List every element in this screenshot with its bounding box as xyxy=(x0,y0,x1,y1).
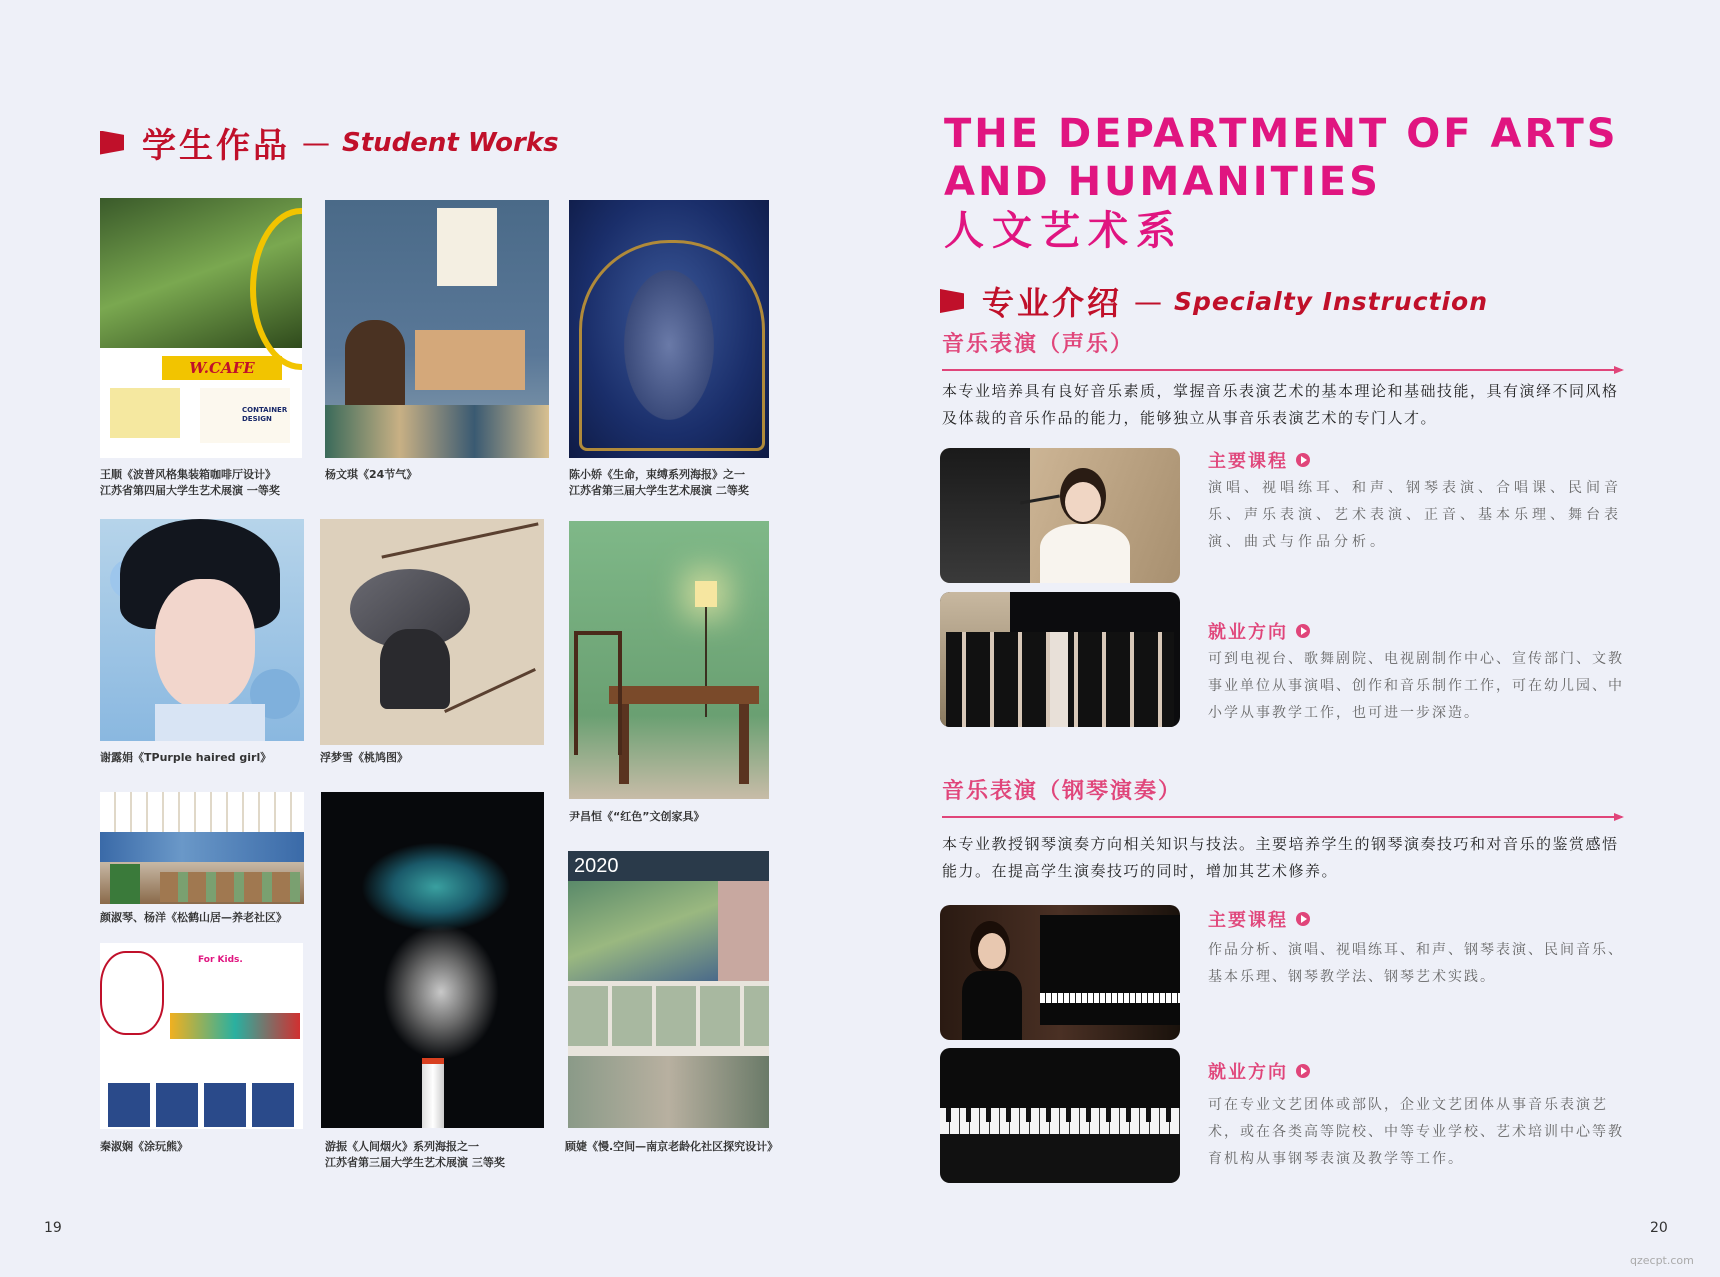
play-circle-icon xyxy=(1296,624,1310,638)
work-image-smoke-poster xyxy=(321,792,544,1128)
dept-title-zh: 人文艺术系 xyxy=(944,208,1184,254)
photo-piano-player xyxy=(940,905,1180,1040)
title-dash: — xyxy=(302,126,330,159)
work-caption: 谢露娟《TPurple haired girl》 xyxy=(100,751,272,764)
courses-label xyxy=(1208,447,1310,473)
dept-title-en-line2: AND HUMANITIES xyxy=(944,159,1381,205)
courses-text: 演唱、视唱练耳、和声、钢琴表演、合唱课、民间音乐、声乐表演、艺术表演、正音、基本乐理、舞台表演、曲式与作品分析。 xyxy=(1208,480,1622,550)
work-caption: 顾婕《慢.空间—南京老龄化社区探究设计》 xyxy=(565,1140,779,1153)
work-caption: 游振《人间烟火》系列海报之一 江苏省第三届大学生艺术展演 三等奖 xyxy=(325,1140,505,1169)
section-title-zh: 学生作品 xyxy=(142,126,290,166)
section-title-en: Specialty Instruction xyxy=(1174,286,1489,316)
career-label xyxy=(1208,618,1310,644)
photo-vocal-solo xyxy=(940,448,1180,583)
page-number-right: 20 xyxy=(1650,1220,1668,1236)
flag-icon xyxy=(940,289,964,313)
work-image-solar-terms xyxy=(325,200,549,458)
career-label-text: 就业方向 xyxy=(1208,1062,1288,1083)
specialty-header xyxy=(940,278,1488,324)
divider-line xyxy=(942,369,1622,371)
career-label xyxy=(1208,1058,1310,1084)
section-title-en: Student Works xyxy=(342,127,559,158)
major-intro: 本专业教授钢琴演奏方向相关知识与技法。主要培养学生的钢琴演奏技巧和对音乐的鉴赏感悟能力。在提高学生演奏技巧的同时，增加其艺术修养。 xyxy=(942,835,1619,880)
photo-choir xyxy=(940,592,1180,727)
work-caption: 陈小娇《生命，束缚系列海报》之一 江苏省第三届大学生艺术展演 二等奖 xyxy=(569,468,749,497)
flag-icon xyxy=(100,131,124,155)
courses-label-text: 主要课程 xyxy=(1208,910,1288,931)
work-caption: 王顺《波普风格集装箱咖啡厅设计》 江苏省第四届大学生艺术展演 一等奖 xyxy=(100,468,280,497)
section-title-zh: 专业介绍 xyxy=(982,284,1123,322)
divider-line xyxy=(942,816,1622,818)
title-dash: — xyxy=(1134,284,1163,318)
courses-text: 作品分析、演唱、视唱练耳、和声、钢琴表演、民间音乐、基本乐理、钢琴教学法、钢琴艺术实践。 xyxy=(1208,942,1624,985)
work-image-red-furniture xyxy=(569,521,769,799)
work-overlay-text: 2020 xyxy=(574,855,619,877)
major-title: 音乐表演（声乐） xyxy=(942,332,1135,357)
play-circle-icon xyxy=(1296,453,1310,467)
watermark: qzecpt.com xyxy=(1630,1254,1694,1267)
photo-piano xyxy=(940,1048,1180,1183)
page-number-left: 19 xyxy=(44,1220,62,1236)
work-caption: 秦淑娴《涂玩熊》 xyxy=(100,1140,188,1153)
career-text: 可在专业文艺团体或部队，企业文艺团体从事音乐表演艺术，或在各类高等院校、中等专业学校、艺术培训中心等教育机构从事钢琴表演及教学等工作。 xyxy=(1208,1097,1624,1167)
career-text: 可到电视台、歌舞剧院、电视剧制作中心、宣传部门、文教事业单位从事演唱、创作和音乐制作工作，可在幼儿园、中小学从事教学工作，也可进一步深造。 xyxy=(1208,651,1624,721)
work-image-girl xyxy=(100,519,304,741)
work-overlay-text: For Kids. xyxy=(198,955,243,965)
work-caption: 杨文琪《24节气》 xyxy=(325,468,418,481)
work-overlay-text: W.CAFE xyxy=(162,356,282,380)
student-works-header xyxy=(100,118,559,167)
play-circle-icon xyxy=(1296,1064,1310,1078)
work-image-poster-life xyxy=(569,200,769,458)
work-image-slow-space xyxy=(568,851,769,1128)
work-caption: 浮梦雪《桃鸠图》 xyxy=(320,751,408,764)
courses-label xyxy=(1208,906,1310,932)
work-caption: 尹昌恒《“红色”文创家具》 xyxy=(569,810,705,823)
dept-title-en-line1: THE DEPARTMENT OF ARTS xyxy=(944,111,1619,157)
play-circle-icon xyxy=(1296,912,1310,926)
work-image-doodle-bear xyxy=(100,943,303,1129)
work-caption: 颜淑琴、杨洋《松鹤山居—养老社区》 xyxy=(100,911,287,924)
work-overlay-text-2: CONTAINER DESIGN xyxy=(242,406,288,423)
courses-label-text: 主要课程 xyxy=(1208,451,1288,472)
career-label-text: 就业方向 xyxy=(1208,622,1288,643)
major-title: 音乐表演（钢琴演奏） xyxy=(942,779,1183,804)
work-image-elderly-community xyxy=(100,792,304,904)
work-image-cafe xyxy=(100,198,302,458)
major-intro: 本专业培养具有良好音乐素质，掌握音乐表演艺术的基本理论和基础技能，具有演绎不同风格及体裁的音乐作品的能力，能够独立从事音乐表演艺术的专门人才。 xyxy=(942,382,1619,427)
work-image-peach-dove xyxy=(320,519,544,745)
